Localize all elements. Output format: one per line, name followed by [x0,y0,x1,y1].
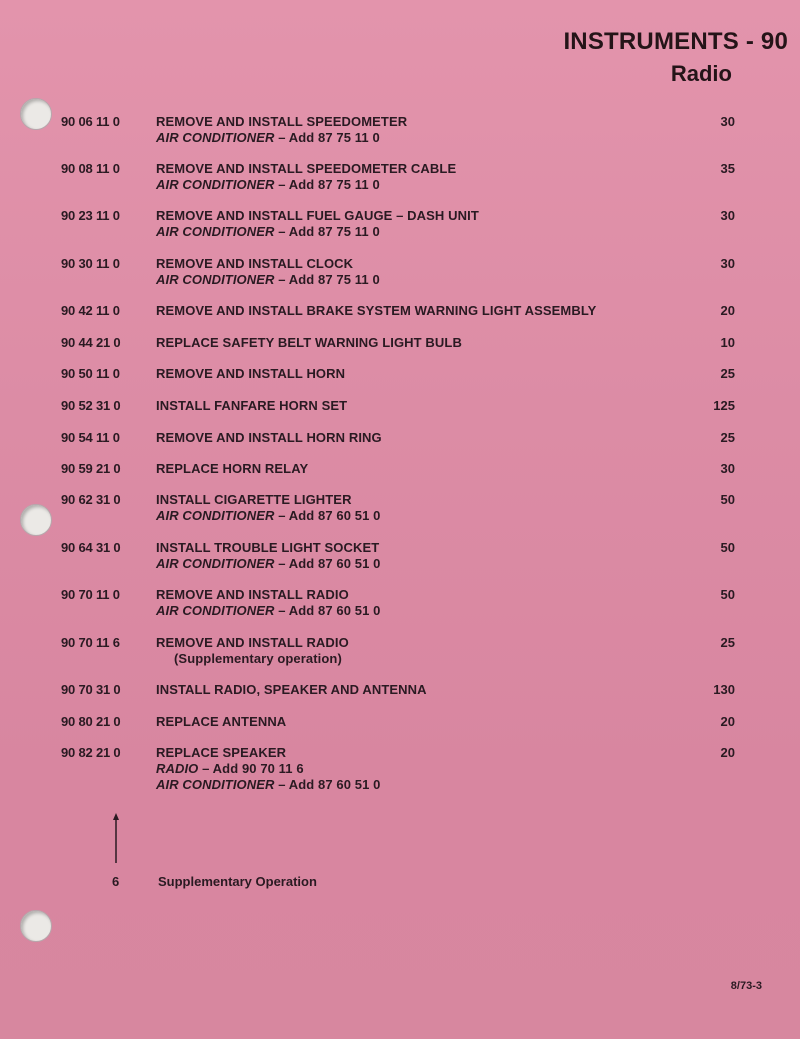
punch-hole [20,504,52,536]
operation-description [156,114,686,146]
operation-description [156,682,686,698]
operation-time: 30 [720,208,735,223]
operation-addition-line [156,272,686,288]
line-text: – Add 87 60 51 0 [274,556,381,571]
operation-time: 25 [720,366,735,381]
line-text: REMOVE AND INSTALL BRAKE SYSTEM WARNING LIGHT ASSEMBLY [156,303,597,318]
line-text: INSTALL RADIO, SPEAKER AND ANTENNA [156,682,427,697]
operation-description [156,161,686,193]
operation-time: 20 [720,303,735,318]
operation-addition-line [156,177,686,193]
operation-title-line [156,461,686,477]
operation-code: 90 08 11 0 [61,161,120,176]
operation-title-line [156,366,686,382]
line-text: REMOVE AND INSTALL RADIO [156,635,349,650]
line-text: – Add 87 60 51 0 [274,603,381,618]
operation-description [156,540,686,572]
line-text: (Supplementary operation) [174,651,342,666]
operation-description [156,398,686,414]
arrow-up-icon [115,813,117,863]
punch-hole [20,910,52,942]
operation-description [156,366,686,382]
line-text: REPLACE SAFETY BELT WARNING LIGHT BULB [156,335,462,350]
operation-description [156,335,686,351]
operation-code: 90 64 31 0 [61,540,121,555]
operation-code: 90 30 11 0 [61,256,120,271]
operation-addition-line [156,556,686,572]
line-text: REMOVE AND INSTALL HORN [156,366,346,381]
operation-title-line [156,651,686,667]
operation-title-line [156,335,686,351]
operation-addition-line [156,761,686,777]
operation-time: 130 [713,682,735,697]
operation-title-line [156,161,686,177]
operation-title-line [156,398,686,414]
operation-description [156,492,686,524]
operation-time: 20 [720,745,735,760]
line-text: INSTALL TROUBLE LIGHT SOCKET [156,540,380,555]
section-title: INSTRUMENTS - 90 [563,28,788,55]
line-text: REMOVE AND INSTALL HORN RING [156,430,382,445]
addition-condition-label: AIR CONDITIONER [156,777,275,792]
line-text: REPLACE SPEAKER [156,745,287,760]
line-text: – Add 87 75 11 0 [274,130,380,145]
operation-addition-line [156,777,686,793]
operation-title-line [156,303,686,319]
operation-addition-line [156,130,686,146]
line-text: REMOVE AND INSTALL FUEL GAUGE – DASH UNIT [156,208,479,223]
operation-description [156,714,686,730]
addition-condition-label: RADIO [156,761,199,776]
operation-code: 90 42 11 0 [61,303,120,318]
operation-description [156,303,686,319]
addition-condition-label: AIR CONDITIONER [156,603,275,618]
addition-condition-label: AIR CONDITIONER [156,508,275,523]
operation-title-line [156,114,686,130]
operation-code: 90 82 21 0 [61,745,121,760]
operation-time: 30 [720,461,735,476]
operation-time: 25 [720,430,735,445]
operation-time: 50 [720,587,735,602]
line-text: – Add 87 75 11 0 [274,224,380,239]
operation-title-line [156,492,686,508]
operation-code: 90 50 11 0 [61,366,120,381]
footnote-number: 6 [112,874,120,889]
operation-time: 30 [720,114,735,129]
addition-condition-label: AIR CONDITIONER [156,556,275,571]
addition-condition-label: AIR CONDITIONER [156,177,275,192]
operation-description [156,256,686,288]
operation-time: 30 [720,256,735,271]
addition-condition-label: AIR CONDITIONER [156,272,275,287]
footnote-text: Supplementary Operation [158,874,317,889]
operation-title-line [156,682,686,698]
operation-code: 90 23 11 0 [61,208,120,223]
operation-title-line [156,256,686,272]
line-text: INSTALL FANFARE HORN SET [156,398,348,413]
line-text: REPLACE HORN RELAY [156,461,309,476]
operation-title-line [156,587,686,603]
operation-code: 90 70 31 0 [61,682,121,697]
punch-hole [20,98,52,130]
page-reference: 8/73-3 [730,980,762,992]
line-text: INSTALL CIGARETTE LIGHTER [156,492,352,507]
operation-addition-line [156,508,686,524]
operation-code: 90 52 31 0 [61,398,121,413]
line-text: – Add 87 60 51 0 [274,508,381,523]
operation-time: 20 [720,714,735,729]
operation-code: 90 70 11 0 [61,587,120,602]
operation-description [156,635,686,667]
operation-time: 125 [713,398,735,413]
operation-title-line [156,540,686,556]
line-text: – Add 87 75 11 0 [274,177,380,192]
line-text: REMOVE AND INSTALL SPEEDOMETER CABLE [156,161,457,176]
operation-code: 90 70 11 6 [61,635,120,650]
section-subtitle: Radio [670,61,732,86]
line-text: – Add 87 75 11 0 [274,272,380,287]
operation-time: 50 [720,492,735,507]
operation-time: 25 [720,635,735,650]
operation-code: 90 80 21 0 [61,714,121,729]
operation-time: 10 [720,335,735,350]
line-text: REMOVE AND INSTALL SPEEDOMETER [156,114,408,129]
operation-time: 50 [720,540,735,555]
addition-condition-label: AIR CONDITIONER [156,224,275,239]
operation-description [156,745,686,793]
line-text: – Add 87 60 51 0 [274,777,381,792]
operation-code: 90 62 31 0 [61,492,121,507]
line-text: REMOVE AND INSTALL RADIO [156,587,349,602]
operation-addition-line [156,603,686,619]
operation-description [156,461,686,477]
operation-time: 35 [720,161,735,176]
line-text: – Add 90 70 11 6 [198,761,304,776]
line-text: REMOVE AND INSTALL CLOCK [156,256,354,271]
operation-code: 90 59 21 0 [61,461,121,476]
operation-title-line [156,430,686,446]
operation-description [156,587,686,619]
operation-title-line [156,714,686,730]
operation-code: 90 54 11 0 [61,430,120,445]
operation-description [156,208,686,240]
line-text: REPLACE ANTENNA [156,714,287,729]
addition-condition-label: AIR CONDITIONER [156,130,275,145]
operation-description [156,430,686,446]
operation-title-line [156,635,686,651]
operation-code: 90 44 21 0 [61,335,121,350]
operation-addition-line [156,224,686,240]
operation-title-line [156,745,686,761]
operation-title-line [156,208,686,224]
operation-code: 90 06 11 0 [61,114,120,129]
